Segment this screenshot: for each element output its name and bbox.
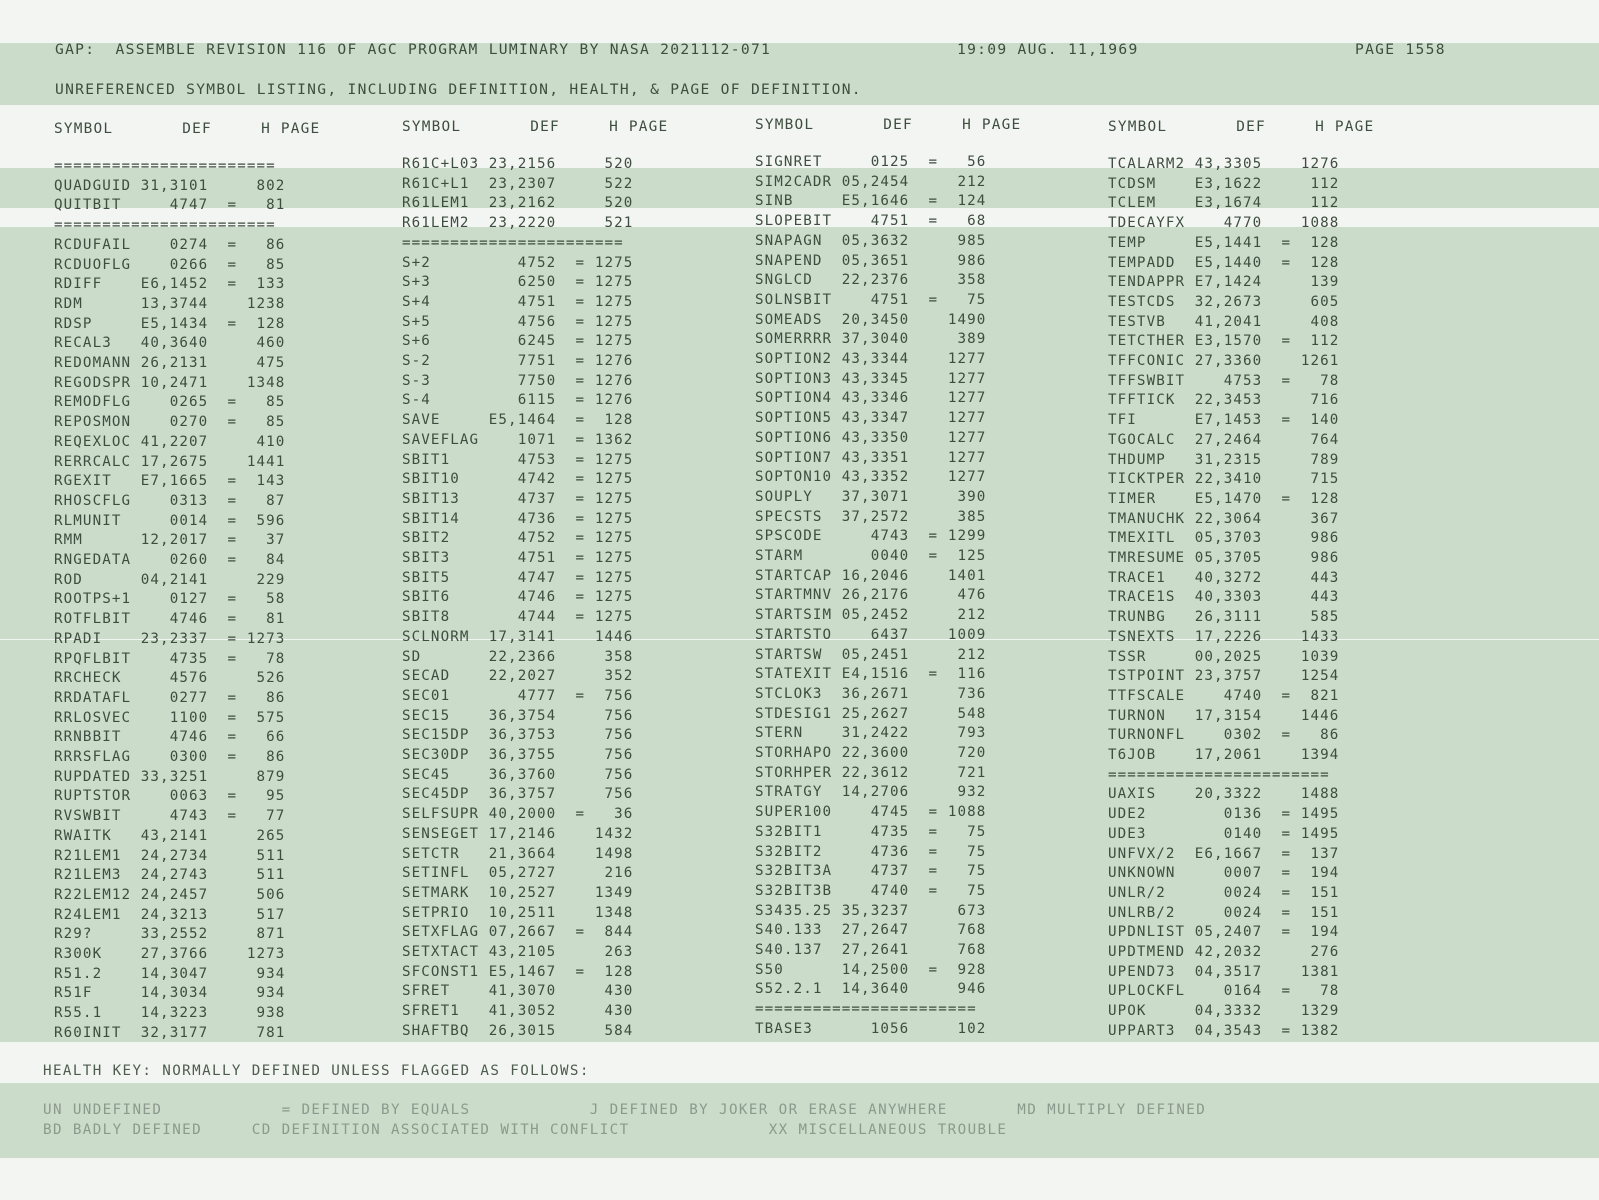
symbol-entry: STORHAPO 22,3600 720 bbox=[755, 745, 987, 761]
symbol-entry: SETCTR 21,3664 1498 bbox=[402, 845, 634, 862]
symbol-entry: R60INIT 32,3177 781 bbox=[54, 1024, 286, 1041]
symbol-entry: SETMARK 10,2527 1349 bbox=[402, 884, 634, 901]
symbol-entry: SBIT13 4737 = 1275 bbox=[402, 490, 634, 507]
symbol-entry: RHOSCFLG 0313 = 87 bbox=[54, 492, 286, 509]
symbol-entry: STERN 31,2422 793 bbox=[755, 725, 987, 742]
symbol-entry: RRCHECK 4576 526 bbox=[54, 670, 286, 687]
symbol-entry: S3435.25 35,3237 673 bbox=[755, 902, 987, 919]
symbol-entry: TURNONFL 0302 = 86 bbox=[1108, 727, 1340, 744]
symbol-entry: QUITBIT 4747 = 81 bbox=[54, 197, 286, 214]
symbol-entry: SEC45 36,3760 756 bbox=[402, 766, 634, 783]
symbol-entry: S-3 7750 = 1276 bbox=[402, 372, 634, 389]
symbol-entry: RRNBBIT 4746 = 66 bbox=[54, 729, 286, 746]
symbol-entry: UNFVX/2 E6,1667 = 137 bbox=[1108, 845, 1340, 862]
symbol-entry: T6JOB 17,2061 1394 bbox=[1108, 747, 1340, 763]
symbol-entry: UNLRB/2 0024 = 151 bbox=[1108, 904, 1340, 921]
symbol-entry: TETCTHER E3,1570 = 112 bbox=[1108, 333, 1340, 350]
symbol-entry: TSTPOINT 23,3757 1254 bbox=[1108, 668, 1340, 685]
symbol-entry: STARTMNV 26,2176 476 bbox=[755, 587, 987, 604]
symbol-entry: SOPTION4 43,3346 1277 bbox=[755, 390, 987, 407]
symbol-entry: UPDTMEND 42,2032 276 bbox=[1108, 944, 1340, 960]
symbol-entry: STARTSW 05,2451 212 bbox=[755, 646, 987, 663]
symbol-entry: UPDNLIST 05,2407 = 194 bbox=[1108, 924, 1340, 941]
symbol-entry: SEC45DP 36,3757 756 bbox=[402, 786, 634, 803]
symbol-entry: R29? 33,2552 871 bbox=[54, 926, 286, 943]
symbol-entry: REQEXLOC 41,2207 410 bbox=[54, 433, 286, 450]
symbol-entry: SOPTION6 43,3350 1277 bbox=[755, 429, 987, 446]
symbol-entry: SOPTON10 43,3352 1277 bbox=[755, 469, 987, 486]
symbol-entry: STDESIG1 25,2627 548 bbox=[755, 705, 987, 722]
symbol-entry: TSNEXTS 17,2226 1433 bbox=[1108, 628, 1340, 645]
symbol-entry: REDOMANN 26,2131 475 bbox=[54, 355, 286, 371]
symbol-entry: R61LEM2 23,2220 521 bbox=[402, 215, 634, 232]
symbol-entry: R24LEM1 24,3213 517 bbox=[54, 906, 286, 923]
symbol-entry: SBIT3 4751 = 1275 bbox=[402, 550, 634, 566]
symbol-entry: SETXFLAG 07,2667 = 844 bbox=[402, 924, 634, 941]
symbol-entry: SFRET1 41,3052 430 bbox=[402, 1003, 634, 1020]
symbol-entry: SBIT2 4752 = 1275 bbox=[402, 530, 634, 547]
symbol-entry: UPOK 04,3332 1329 bbox=[1108, 1003, 1340, 1020]
symbol-entry: TFFCONIC 27,3360 1261 bbox=[1108, 353, 1340, 369]
symbol-entry: TBASE3 1056 102 bbox=[755, 1020, 987, 1037]
symbol-entry: TMRESUME 05,3705 986 bbox=[1108, 550, 1340, 566]
symbol-entry: SOLNSBIT 4751 = 75 bbox=[755, 291, 987, 308]
symbol-entry: RUPTSTOR 0063 = 95 bbox=[54, 788, 286, 805]
symbol-entry: TEMP E5,1441 = 128 bbox=[1108, 234, 1340, 251]
symbol-entry: SEC15 36,3754 756 bbox=[402, 707, 634, 724]
symbol-entry: S+3 6250 = 1275 bbox=[402, 274, 634, 291]
symbol-entry: SETPRIO 10,2511 1348 bbox=[402, 904, 634, 921]
symbol-entry: S+4 4751 = 1275 bbox=[402, 293, 634, 310]
symbol-entry: RRRSFLAG 0300 = 86 bbox=[54, 749, 286, 765]
symbol-entry: RUPDATED 33,3251 879 bbox=[54, 768, 286, 785]
symbol-entry: STARTCAP 16,2046 1401 bbox=[755, 567, 987, 584]
symbol-entry: RMM 12,2017 = 37 bbox=[54, 532, 286, 549]
column-header: SYMBOL DEF H PAGE bbox=[1108, 119, 1375, 135]
symbol-entry: SEC01 4777 = 756 bbox=[402, 687, 634, 704]
symbol-entry: TSSR 00,2025 1039 bbox=[1108, 648, 1340, 665]
symbol-entry: TESTCDS 32,2673 605 bbox=[1108, 293, 1340, 310]
symbol-entry: R61LEM1 23,2162 520 bbox=[402, 195, 634, 212]
symbol-entry: SAVEFLAG 1071 = 1362 bbox=[402, 431, 634, 448]
symbol-entry: TCALARM2 43,3305 1276 bbox=[1108, 156, 1340, 172]
symbol-entry: S-2 7751 = 1276 bbox=[402, 353, 634, 369]
symbol-entry: STRATGY 14,2706 932 bbox=[755, 784, 987, 801]
print-timestamp: 19:09 AUG. 11,1969 bbox=[957, 41, 1139, 58]
symbol-entry: STATEXIT E4,1516 = 116 bbox=[755, 666, 987, 683]
column-header: SYMBOL DEF H PAGE bbox=[755, 117, 1022, 133]
symbol-entry: TENDAPPR E7,1424 139 bbox=[1108, 274, 1340, 291]
separator-line: ======================= bbox=[54, 217, 276, 234]
symbol-entry: SBIT8 4744 = 1275 bbox=[402, 609, 634, 626]
symbol-entry: STARTSIM 05,2452 212 bbox=[755, 607, 987, 624]
symbol-entry: TRACE1S 40,3303 443 bbox=[1108, 589, 1340, 606]
symbol-entry: SOPTION2 43,3344 1277 bbox=[755, 351, 987, 367]
separator-line: ======================= bbox=[402, 234, 624, 251]
symbol-entry: TURNON 17,3154 1446 bbox=[1108, 707, 1340, 724]
symbol-entry: RLMUNIT 0014 = 596 bbox=[54, 512, 286, 529]
symbol-entry: RERRCALC 17,2675 1441 bbox=[54, 453, 286, 470]
symbol-entry: RNGEDATA 0260 = 84 bbox=[54, 552, 286, 568]
symbol-entry: SEC15DP 36,3753 756 bbox=[402, 727, 634, 744]
symbol-entry: UPLOCKFL 0164 = 78 bbox=[1108, 983, 1340, 1000]
symbol-entry: SNAPAGN 05,3632 985 bbox=[755, 232, 987, 249]
symbol-entry: SECAD 22,2027 352 bbox=[402, 668, 634, 685]
symbol-entry: SETXTACT 43,2105 263 bbox=[402, 944, 634, 960]
symbol-entry: STORHPER 22,3612 721 bbox=[755, 764, 987, 781]
symbol-entry: UPEND73 04,3517 1381 bbox=[1108, 963, 1340, 980]
symbol-entry: S52.2.1 14,3640 946 bbox=[755, 981, 987, 998]
symbol-entry: TCDSM E3,1622 112 bbox=[1108, 175, 1340, 192]
symbol-entry: SOPTION3 43,3345 1277 bbox=[755, 370, 987, 387]
symbol-entry: R51F 14,3034 934 bbox=[54, 985, 286, 1002]
symbol-entry: TRACE1 40,3272 443 bbox=[1108, 569, 1340, 586]
symbol-entry: UDE3 0140 = 1495 bbox=[1108, 825, 1340, 842]
symbol-entry: SIM2CADR 05,2454 212 bbox=[755, 173, 987, 190]
health-key-row: UN UNDEFINED = DEFINED BY EQUALS J DEFINED BY JOKER OR ERASE ANYWHERE MD MULTIPLY DEFINED bbox=[43, 1102, 1207, 1118]
symbol-entry: TFFSWBIT 4753 = 78 bbox=[1108, 372, 1340, 389]
symbol-entry: SOUPLY 37,3071 390 bbox=[755, 488, 987, 505]
symbol-entry: R21LEM1 24,2734 511 bbox=[54, 847, 286, 864]
symbol-entry: SOPTION7 43,3351 1277 bbox=[755, 449, 987, 466]
symbol-entry: STARTSTO 6437 1009 bbox=[755, 626, 987, 643]
symbol-entry: S32BIT3B 4740 = 75 bbox=[755, 882, 987, 899]
symbol-entry: SNAPEND 05,3651 986 bbox=[755, 252, 987, 269]
symbol-entry: TDECAYFX 4770 1088 bbox=[1108, 215, 1340, 232]
symbol-entry: SENSEGET 17,2146 1432 bbox=[402, 825, 634, 842]
symbol-entry: TEMPADD E5,1440 = 128 bbox=[1108, 254, 1340, 271]
symbol-entry: TFI E7,1453 = 140 bbox=[1108, 412, 1340, 429]
symbol-entry: STARM 0040 = 125 bbox=[755, 548, 987, 564]
symbol-entry: RGEXIT E7,1665 = 143 bbox=[54, 473, 286, 490]
column-header: SYMBOL DEF H PAGE bbox=[54, 121, 321, 137]
symbol-entry: SAVE E5,1464 = 128 bbox=[402, 412, 634, 429]
symbol-entry: SUPER100 4745 = 1088 bbox=[755, 804, 987, 821]
symbol-entry: SNGLCD 22,2376 358 bbox=[755, 272, 987, 289]
symbol-entry: S50 14,2500 = 928 bbox=[755, 961, 987, 978]
symbol-entry: RRLOSVEC 1100 = 575 bbox=[54, 709, 286, 726]
symbol-entry: RDSP E5,1434 = 128 bbox=[54, 315, 286, 332]
symbol-entry: QUADGUID 31,3101 802 bbox=[54, 177, 286, 194]
symbol-entry: TICKTPER 22,3410 715 bbox=[1108, 471, 1340, 488]
symbol-entry: SBIT1 4753 = 1275 bbox=[402, 451, 634, 468]
symbol-entry: RPADI 23,2337 = 1273 bbox=[54, 630, 286, 647]
symbol-entry: SOMEADS 20,3450 1490 bbox=[755, 311, 987, 328]
symbol-entry: TFFTICK 22,3453 716 bbox=[1108, 392, 1340, 409]
symbol-entry: RWAITK 43,2141 265 bbox=[54, 827, 286, 844]
symbol-entry: S32BIT2 4736 = 75 bbox=[755, 843, 987, 860]
symbol-entry: SBIT14 4736 = 1275 bbox=[402, 510, 634, 527]
symbol-entry: SD 22,2366 358 bbox=[402, 648, 634, 665]
symbol-entry: SOMERRRR 37,3040 389 bbox=[755, 331, 987, 348]
symbol-entry: R300K 27,3766 1273 bbox=[54, 946, 286, 962]
symbol-entry: SBIT10 4742 = 1275 bbox=[402, 471, 634, 488]
symbol-entry: SPSCODE 4743 = 1299 bbox=[755, 528, 987, 545]
symbol-entry: S+6 6245 = 1275 bbox=[402, 333, 634, 350]
symbol-entry: TTFSCALE 4740 = 821 bbox=[1108, 687, 1340, 704]
symbol-entry: R61C+L03 23,2156 520 bbox=[402, 156, 634, 172]
symbol-entry: SFCONST1 E5,1467 = 128 bbox=[402, 963, 634, 980]
symbol-entry: RDM 13,3744 1238 bbox=[54, 295, 286, 312]
symbol-entry: S40.137 27,2641 768 bbox=[755, 942, 987, 958]
symbol-entry: UPPART3 04,3543 = 1382 bbox=[1108, 1022, 1340, 1039]
symbol-entry: SETINFL 05,2727 216 bbox=[402, 865, 634, 882]
symbol-entry: S+2 4752 = 1275 bbox=[402, 254, 634, 271]
symbol-entry: SINB E5,1646 = 124 bbox=[755, 193, 987, 210]
symbol-entry: S-4 6115 = 1276 bbox=[402, 392, 634, 409]
symbol-entry: UNKNOWN 0007 = 194 bbox=[1108, 865, 1340, 882]
symbol-entry: R61C+L1 23,2307 522 bbox=[402, 175, 634, 192]
symbol-entry: TESTVB 41,2041 408 bbox=[1108, 313, 1340, 330]
symbol-entry: SELFSUPR 40,2000 = 36 bbox=[402, 806, 634, 823]
symbol-entry: UDE2 0136 = 1495 bbox=[1108, 806, 1340, 823]
symbol-entry: SLOPEBIT 4751 = 68 bbox=[755, 213, 987, 230]
symbol-entry: SBIT6 4746 = 1275 bbox=[402, 589, 634, 606]
symbol-entry: R55.1 14,3223 938 bbox=[54, 1005, 286, 1022]
symbol-entry: S32BIT3A 4737 = 75 bbox=[755, 863, 987, 880]
symbol-entry: REPOSMON 0270 = 85 bbox=[54, 414, 286, 431]
symbol-entry: RCDUFAIL 0274 = 86 bbox=[54, 236, 286, 253]
symbol-entry: TRUNBG 26,3111 585 bbox=[1108, 609, 1340, 626]
symbol-entry: RPQFLBIT 4735 = 78 bbox=[54, 650, 286, 667]
symbol-entry: TIMER E5,1470 = 128 bbox=[1108, 490, 1340, 507]
symbol-entry: TCLEM E3,1674 112 bbox=[1108, 195, 1340, 212]
symbol-entry: S+5 4756 = 1275 bbox=[402, 313, 634, 330]
separator-line: ======================= bbox=[755, 1001, 977, 1018]
symbol-entry: SHAFTBQ 26,3015 584 bbox=[402, 1022, 634, 1039]
symbol-entry: UAXIS 20,3322 1488 bbox=[1108, 786, 1340, 803]
symbol-entry: REGODSPR 10,2471 1348 bbox=[54, 374, 286, 391]
symbol-entry: SEC30DP 36,3755 756 bbox=[402, 747, 634, 763]
symbol-entry: TMANUCHK 22,3064 367 bbox=[1108, 510, 1340, 527]
symbol-entry: SCLNORM 17,3141 1446 bbox=[402, 628, 634, 645]
program-title-line: GAP: ASSEMBLE REVISION 116 OF AGC PROGRAM LUMINARY BY NASA 2021112-071 bbox=[55, 41, 772, 58]
listing-subtitle: UNREFERENCED SYMBOL LISTING, INCLUDING DEFINITION, HEALTH, & PAGE OF DEFINITION. bbox=[55, 81, 862, 98]
symbol-entry: ROOTPS+1 0127 = 58 bbox=[54, 591, 286, 608]
symbol-entry: ROTFLBIT 4746 = 81 bbox=[54, 611, 286, 628]
symbol-entry: S32BIT1 4735 = 75 bbox=[755, 823, 987, 840]
symbol-entry: SOPTION5 43,3347 1277 bbox=[755, 410, 987, 427]
page-number: PAGE 1558 bbox=[1355, 41, 1446, 58]
symbol-entry: RVSWBIT 4743 = 77 bbox=[54, 808, 286, 825]
symbol-entry: TMEXITL 05,3703 986 bbox=[1108, 530, 1340, 547]
symbol-entry: TGOCALC 27,2464 764 bbox=[1108, 431, 1340, 448]
health-key-row: BD BADLY DEFINED CD DEFINITION ASSOCIATED WITH CONFLICT XX MISCELLANEOUS TROUBLE bbox=[43, 1122, 1008, 1138]
symbol-entry: UNLR/2 0024 = 151 bbox=[1108, 884, 1340, 901]
symbol-entry: S40.133 27,2647 768 bbox=[755, 922, 987, 939]
symbol-entry: SPECSTS 37,2572 385 bbox=[755, 508, 987, 525]
separator-line: ======================= bbox=[54, 158, 276, 174]
symbol-entry: SIGNRET 0125 = 56 bbox=[755, 154, 987, 170]
symbol-entry: RDIFF E6,1452 = 133 bbox=[54, 276, 286, 293]
symbol-entry: THDUMP 31,2315 789 bbox=[1108, 451, 1340, 468]
symbol-entry: R21LEM3 24,2743 511 bbox=[54, 867, 286, 884]
symbol-entry: SBIT5 4747 = 1275 bbox=[402, 569, 634, 586]
symbol-entry: RECAL3 40,3640 460 bbox=[54, 335, 286, 352]
symbol-entry: SFRET 41,3070 430 bbox=[402, 983, 634, 1000]
column-header: SYMBOL DEF H PAGE bbox=[402, 119, 669, 135]
symbol-entry: RCDUOFLG 0266 = 85 bbox=[54, 256, 286, 273]
separator-line: ======================= bbox=[1108, 766, 1330, 783]
symbol-entry: R51.2 14,3047 934 bbox=[54, 965, 286, 982]
symbol-entry: REMODFLG 0265 = 85 bbox=[54, 394, 286, 411]
symbol-entry: ROD 04,2141 229 bbox=[54, 571, 286, 588]
symbol-entry: STCLOK3 36,2671 736 bbox=[755, 685, 987, 702]
symbol-entry: R22LEM12 24,2457 506 bbox=[54, 886, 286, 903]
health-key-title: HEALTH KEY: NORMALLY DEFINED UNLESS FLAGGED AS FOLLOWS: bbox=[43, 1063, 590, 1079]
symbol-entry: RRDATAFL 0277 = 86 bbox=[54, 689, 286, 706]
